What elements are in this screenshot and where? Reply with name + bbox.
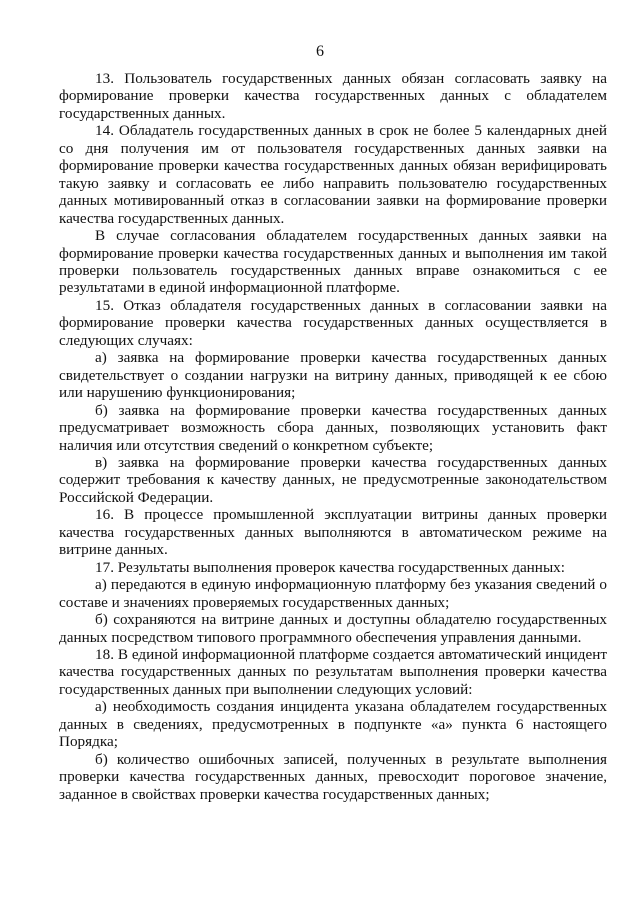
paragraph-16: 16. В процессе промышленной эксплуатации витрины данных проверки качества государственных данных выполняются в автоматическом режиме на витрине данных. [59, 506, 607, 559]
paragraph-18-b: б) количество ошибочных записей, полученных в результате выполнения проверки качества государственных данных, превосходит пороговое значение, заданное в свойствах проверки качества государственных данных; [59, 750, 607, 803]
document-body [59, 70, 607, 803]
page-number: 6 [316, 43, 324, 60]
paragraph-15-v: в) заявка на формирование проверки качества государственных данных содержит требования к качеству данных, не предусмотренные законодательством Российской Федерации. [59, 453, 607, 506]
paragraph-15-b: б) заявка на формирование проверки качества государственных данных предусматривает возможность сбора данных, позволяющих установить факт наличия или отсутствия сведений о конкретном субъекте; [59, 401, 607, 454]
paragraph-17: 17. Результаты выполнения проверок качества государственных данных: [95, 558, 565, 576]
paragraph-15-a: а) заявка на формирование проверки качества государственных данных свидетельствует о создании нагрузки на витрину данных, приводящей к ее сбою или нарушению функционирования; [59, 349, 607, 402]
paragraph-18-a: а) необходимость создания инцидента указана обладателем государственных данных в сведениях, предусмотренных в подпункте «а» пункта 6 настоящего Порядка; [59, 698, 607, 751]
paragraph-14-continuation: В случае согласования обладателем государственных данных заявки на формирование проверки качества государственных данных и выполнения им такой проверки пользователь государственных данных вправе ознакомиться с ее результатами в единой информационной платформе. [59, 227, 607, 297]
paragraph-14: 14. Обладатель государственных данных в срок не более 5 календарных дней со дня получения им от пользователя государственных данных заявки на формирование проверки качества государственных данных обязан верифицировать такую заявку и согласовать ее либо направить пользователю государственных данных мотивированный отказ в согласовании заявки на формирование проверки качества государственных данных. [59, 122, 607, 227]
paragraph-17-a: а) передаются в единую информационную платформу без указания сведений о составе и значениях проверяемых государственных данных; [59, 576, 607, 611]
paragraph-15: 15. Отказ обладателя государственных данных в согласовании заявки на формирование проверки качества государственных данных осуществляется в следующих случаях: [59, 296, 607, 349]
paragraph-17-b: б) сохраняются на витрине данных и доступны обладателю государственных данных посредством типового программного обеспечения управления данными. [59, 611, 607, 646]
paragraph-13: 13. Пользователь государственных данных обязан согласовать заявку на формирование проверки качества государственных данных с обладателем государственных данных. [59, 70, 607, 122]
paragraph-18: 18. В единой информационной платформе создается автоматический инцидент качества государственных данных по результатам выполнения проверки качества государственных данных при выполнении следующих условий: [59, 645, 607, 698]
